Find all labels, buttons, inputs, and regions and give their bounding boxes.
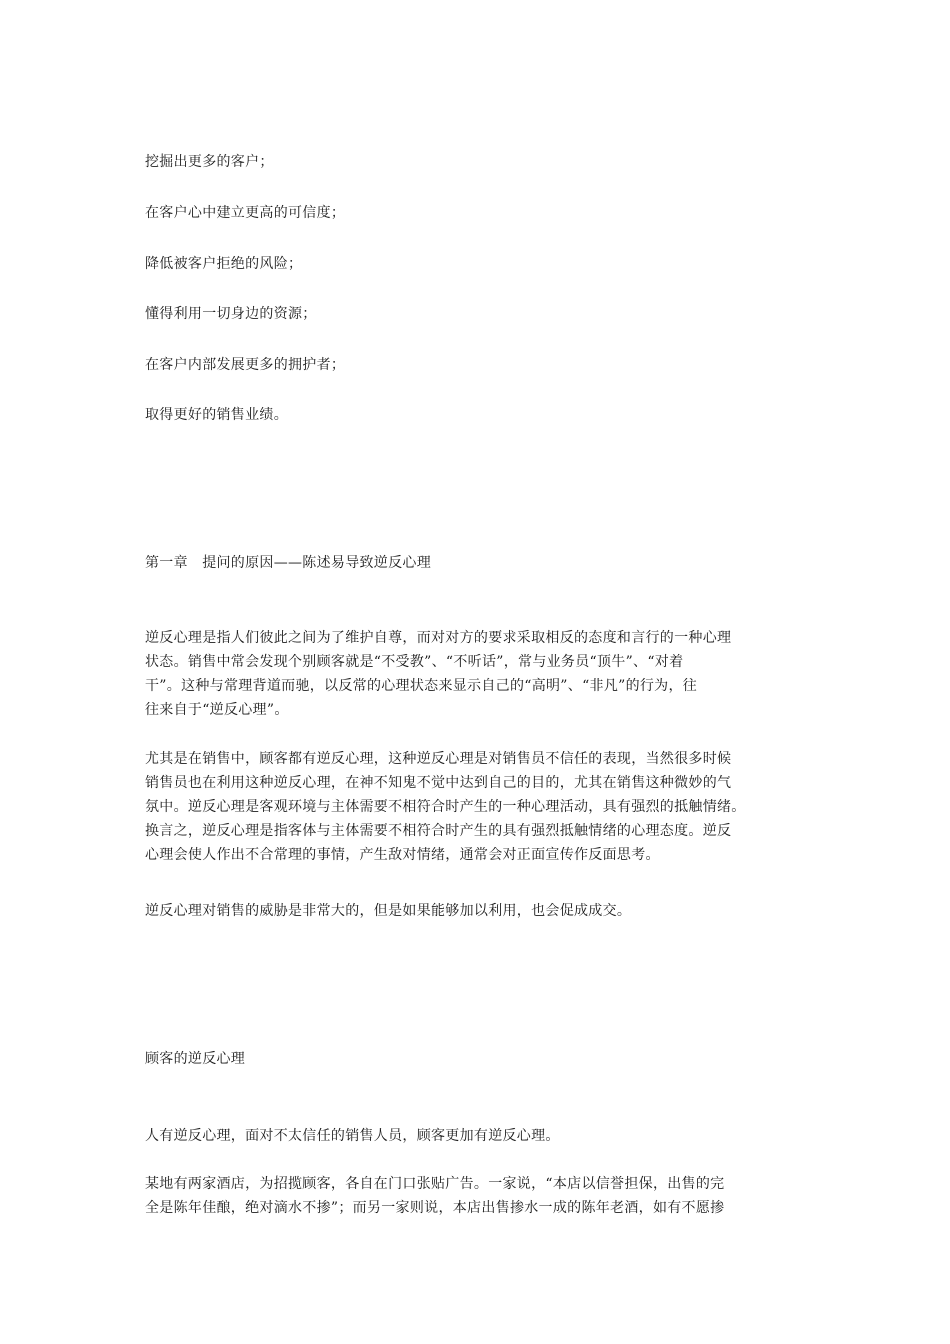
list-item: 取得更好的销售业绩。	[145, 407, 288, 423]
section-heading: 顾客的逆反心理	[145, 1051, 246, 1067]
paragraph-line: 往来自于“逆反心理”。	[145, 702, 289, 718]
paragraph-line: 换言之，逆反心理是指客体与主体需要不相符合时产生的具有强烈抵触情绪的心理态度。逆反	[145, 823, 732, 839]
body-paragraph	[145, 899, 805, 923]
paragraph-line: 人有逆反心理，面对不太信任的销售人员，顾客更加有逆反心理。	[145, 1128, 560, 1144]
body-paragraph	[145, 626, 805, 722]
paragraph-line: 逆反心理是指人们彼此之间为了维护自尊，而对对方的要求采取相反的态度和言行的一种心理	[145, 630, 732, 646]
paragraph-line: 心理会使人作出不合常理的事情，产生敌对情绪，通常会对正面宣传作反面思考。	[145, 847, 660, 863]
paragraph-line: 某地有两家酒店，为招揽顾客，各自在门口张贴广告。一家说，“本店以信誉担保，出售的完	[145, 1176, 725, 1192]
list-item: 懂得利用一切身边的资源；	[145, 306, 317, 322]
list-item: 在客户内部发展更多的拥护者；	[145, 357, 346, 373]
list-item: 挖掘出更多的客户；	[145, 154, 274, 170]
paragraph-line: 干”。这种与常理背道而驰，以反常的心理状态来显示自己的“高明”、“非凡”的行为，往	[145, 678, 698, 694]
body-paragraph	[145, 747, 805, 867]
list-item: 降低被客户拒绝的风险；	[145, 256, 303, 272]
paragraph-line: 逆反心理对销售的威胁是非常大的，但是如果能够加以利用，也会促成成交。	[145, 903, 632, 919]
paragraph-line: 状态。销售中常会发现个别顾客就是“不受教”、“不听话”，常与业务员“顶牛”、“对着	[145, 654, 684, 670]
paragraph-line: 尤其是在销售中，顾客都有逆反心理，这种逆反心理是对销售员不信任的表现，当然很多时候	[145, 751, 732, 767]
chapter-heading: 第一章 提问的原因——陈述易导致逆反心理	[145, 555, 431, 571]
paragraph-line: 氛中。逆反心理是客观环境与主体需要不相符合时产生的一种心理活动，具有强烈的抵触情绪。	[145, 799, 746, 815]
list-item: 在客户心中建立更高的可信度；	[145, 205, 346, 221]
body-paragraph	[145, 1124, 805, 1148]
body-paragraph	[145, 1172, 805, 1220]
paragraph-line: 全是陈年佳酿，绝对滴水不掺”；而另一家则说，本店出售掺水一成的陈年老酒，如有不愿掺	[145, 1200, 725, 1216]
paragraph-line: 销售员也在利用这种逆反心理，在神不知鬼不觉中达到自己的目的，尤其在销售这种微妙的气	[145, 775, 732, 791]
